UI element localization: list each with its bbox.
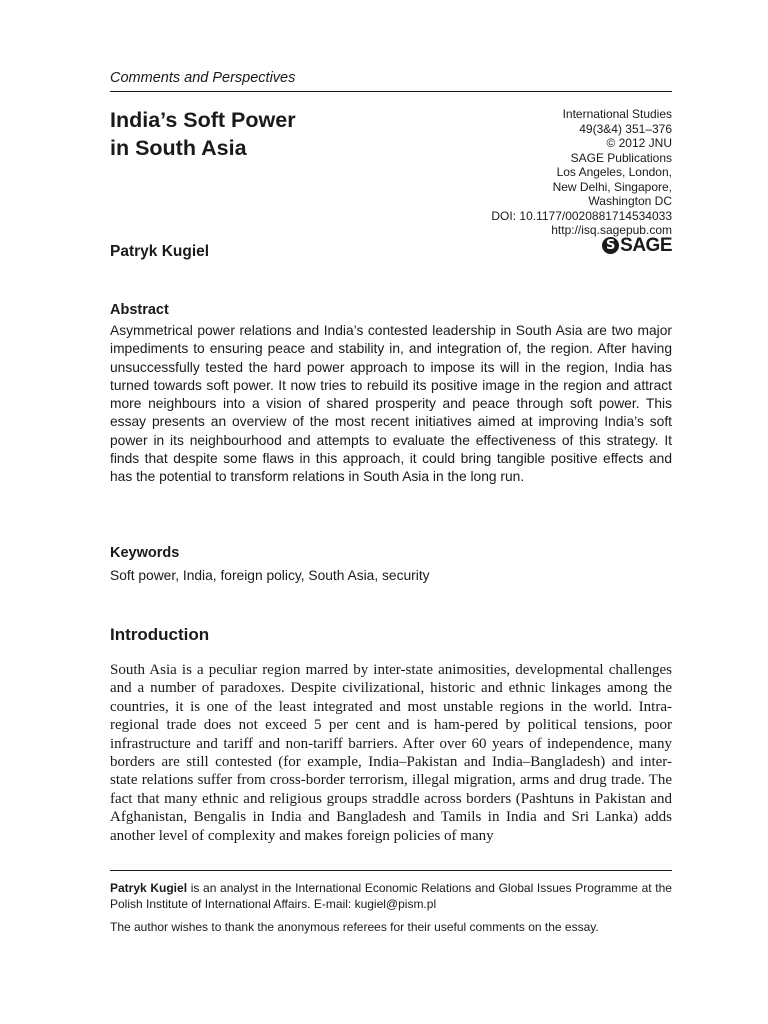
keywords-text: Soft power, India, foreign policy, South Asia, security	[110, 568, 430, 583]
article-title-line-2: in South Asia	[110, 136, 247, 160]
header-rule	[110, 91, 672, 92]
footnote-rule	[110, 870, 672, 871]
journal-info	[372, 107, 672, 238]
author-footnote	[110, 880, 672, 912]
sage-s-icon: S	[602, 237, 619, 254]
journal-publisher: SAGE Publications	[570, 150, 672, 165]
sage-logo-text: SAGE	[620, 235, 672, 256]
author-name: Patryk Kugiel	[110, 243, 210, 260]
article-title	[110, 106, 410, 162]
journal-doi: DOI: 10.1177/0020881714534033	[491, 208, 672, 223]
acknowledgement-footnote: The author wishes to thank the anonymous referees for their useful comments on the essay.	[110, 920, 599, 934]
journal-locations-3: Washington DC	[588, 194, 672, 208]
journal-name: International Studies	[562, 107, 672, 121]
footnote-author-note: is an analyst in the International Economic Relations and Global Issues Programme at the Polish Institute of International Affairs. E-mail: kugiel@pism.pl	[110, 881, 672, 911]
abstract-heading: Abstract	[110, 302, 169, 318]
introduction-heading: Introduction	[110, 625, 210, 644]
article-title-line-1: India’s Soft Power	[110, 108, 296, 132]
sage-logo	[602, 236, 672, 255]
introduction-text: South Asia is a peculiar region marred by inter-state animosities, developmental challenges and a number of paradoxes. Despite civilizational, historic and ethnic linkages among the countries, it is one of the least integrated and most unstable regions in the world. Intra-regional trade does not exceed 5 per cent and is ham-pered by political tensions, poor infrastructure and tariff and non-tariff barriers. After over 60 years of independence, many borders are still contested (for example, India–Pakistan and India–Bangladesh) and inter-state relations suffer from cross-border terrorism, illegal migration, arms and drug trade. The fact that many ethnic and religious groups straddle across borders (Pashtuns in Pakistan and Afghanistan, Bengalis in India and Bangladesh and Tamils in India and Sri Lanka) adds another level of complexity and makes foreign policies of many	[110, 662, 672, 844]
journal-locations-2: New Delhi, Singapore,	[552, 179, 672, 194]
journal-volume: 49(3&4) 351–376	[579, 121, 672, 136]
keywords-heading: Keywords	[110, 545, 180, 561]
journal-copyright: © 2012 JNU	[606, 136, 672, 150]
journal-url[interactable]: http://isq.sagepub.com	[551, 223, 672, 237]
abstract-text: Asymmetrical power relations and India’s contested leadership in South Asia are two major impediments to ensuring peace and stability in, and integration of, the region. After having unsuccessfully tested the hard power approach to impose its will in the region, India has turned towards soft power. It now tries to rebuild its positive image in the region and attract more neighbours into a vision of shared prosperity and peace through soft power. This essay presents an overview of the most recent initiatives aimed at improving India’s soft power in its neighbourhood and attempts to evaluate the effectiveness of this strategy. It finds that despite some flaws in this approach, it could bring tangible positive effects and has the potential to transform relations in South Asia in the long run.	[110, 323, 672, 485]
footnote-author-name: Patryk Kugiel	[110, 881, 188, 895]
journal-locations-1: Los Angeles, London,	[556, 165, 672, 179]
section-label: Comments and Perspectives	[110, 70, 296, 86]
